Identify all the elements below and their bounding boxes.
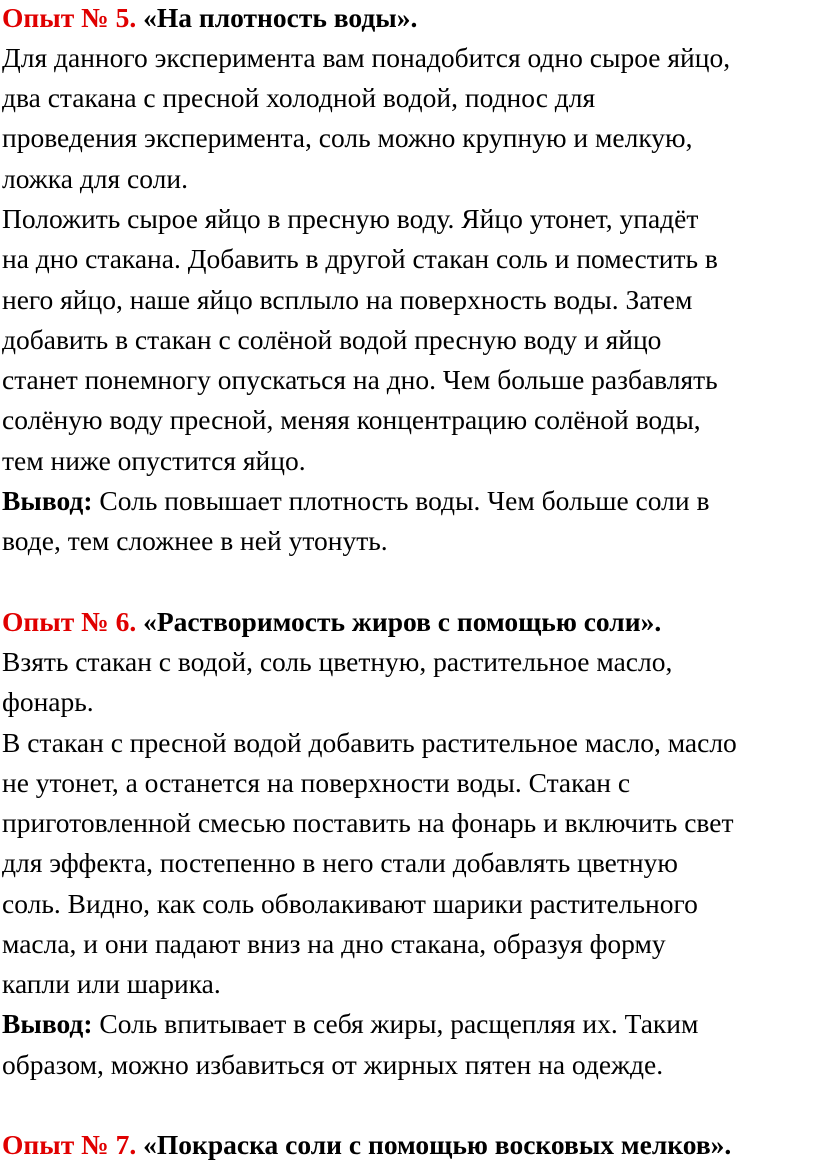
experiment-6-conclusion-text: Соль впитывает в себя жиры, расщепляя их. Таким: [99, 1008, 699, 1039]
experiment-6-conclusion: [2, 1004, 698, 1044]
experiment-5-procedure-line: тем ниже опустится яйцо.: [2, 445, 306, 476]
experiment-6-procedure-line: В стакан с пресной водой добавить растительное масло, масло: [2, 727, 737, 758]
experiment-6-conclusion-line: образом, можно избавиться от жирных пятен на одежде.: [2, 1049, 664, 1080]
experiment-6-procedure-line: для эффекта, постепенно в него стали добавлять цветную: [2, 847, 678, 878]
experiment-6-procedure-line: приготовленной смесью поставить на фонарь и включить свет: [2, 807, 734, 838]
experiment-5-procedure-line: Положить сырое яйцо в пресную воду. Яйцо утонет, упадёт: [2, 203, 699, 234]
experiment-5-procedure-line: на дно стакана. Добавить в другой стакан соль и поместить в: [2, 243, 718, 274]
experiment-6-title: «Растворимость жиров с помощью соли».: [143, 606, 662, 637]
experiment-5-materials-line: ложка для соли.: [2, 163, 188, 194]
experiment-5-conclusion: [2, 481, 709, 521]
experiment-7-heading: [2, 1125, 731, 1165]
experiment-6-conclusion-label: Вывод:: [2, 1008, 93, 1039]
experiment-5-procedure-line: добавить в стакан с солёной водой пресную воду и яйцо: [2, 324, 662, 355]
experiment-6-procedure-line: масла, и они падают вниз на дно стакана, образуя форму: [2, 928, 666, 959]
experiment-5-conclusion-text: Соль повышает плотность воды. Чем больше соли в: [99, 485, 710, 516]
experiment-7-label: Опыт № 7.: [2, 1129, 137, 1160]
experiment-6-materials-line: Взять стакан с водой, соль цветную, растительное масло,: [2, 646, 673, 677]
experiment-5-procedure-line: солёную воду пресной, меняя концентрацию солёной воды,: [2, 404, 701, 435]
experiment-6-procedure-line: не утонет, а останется на поверхности воды. Стакан с: [2, 767, 631, 798]
experiment-7-title: «Покраска соли с помощью восковых мелков».: [143, 1129, 732, 1160]
experiment-5-materials-line: два стакана с пресной холодной водой, поднос для: [2, 82, 596, 113]
experiment-5-procedure-line: него яйцо, наше яйцо всплыло на поверхность воды. Затем: [2, 284, 693, 315]
experiment-6-procedure-line: соль. Видно, как соль обволакивают шарики растительного: [2, 888, 698, 919]
experiment-5-materials-line: проведения эксперимента, соль можно крупную и мелкую,: [2, 122, 693, 153]
experiment-6-materials-line: фонарь.: [2, 686, 94, 717]
experiment-6-procedure-line: капли или шарика.: [2, 968, 221, 999]
experiment-5-materials-line: Для данного эксперимента вам понадобится одно сырое яйцо,: [2, 42, 731, 73]
experiment-5-conclusion-label: Вывод:: [2, 485, 93, 516]
experiment-5-procedure-line: станет понемногу опускаться на дно. Чем больше разбавлять: [2, 364, 718, 395]
experiment-5-label: Опыт № 5.: [2, 2, 137, 33]
experiment-5-conclusion-line: воде, тем сложнее в ней утонуть.: [2, 525, 388, 556]
experiment-5-title: «На плотность воды».: [143, 2, 418, 33]
experiment-6-label: Опыт № 6.: [2, 606, 137, 637]
experiment-5-heading: [2, 0, 417, 38]
experiment-6-heading: [2, 602, 661, 642]
